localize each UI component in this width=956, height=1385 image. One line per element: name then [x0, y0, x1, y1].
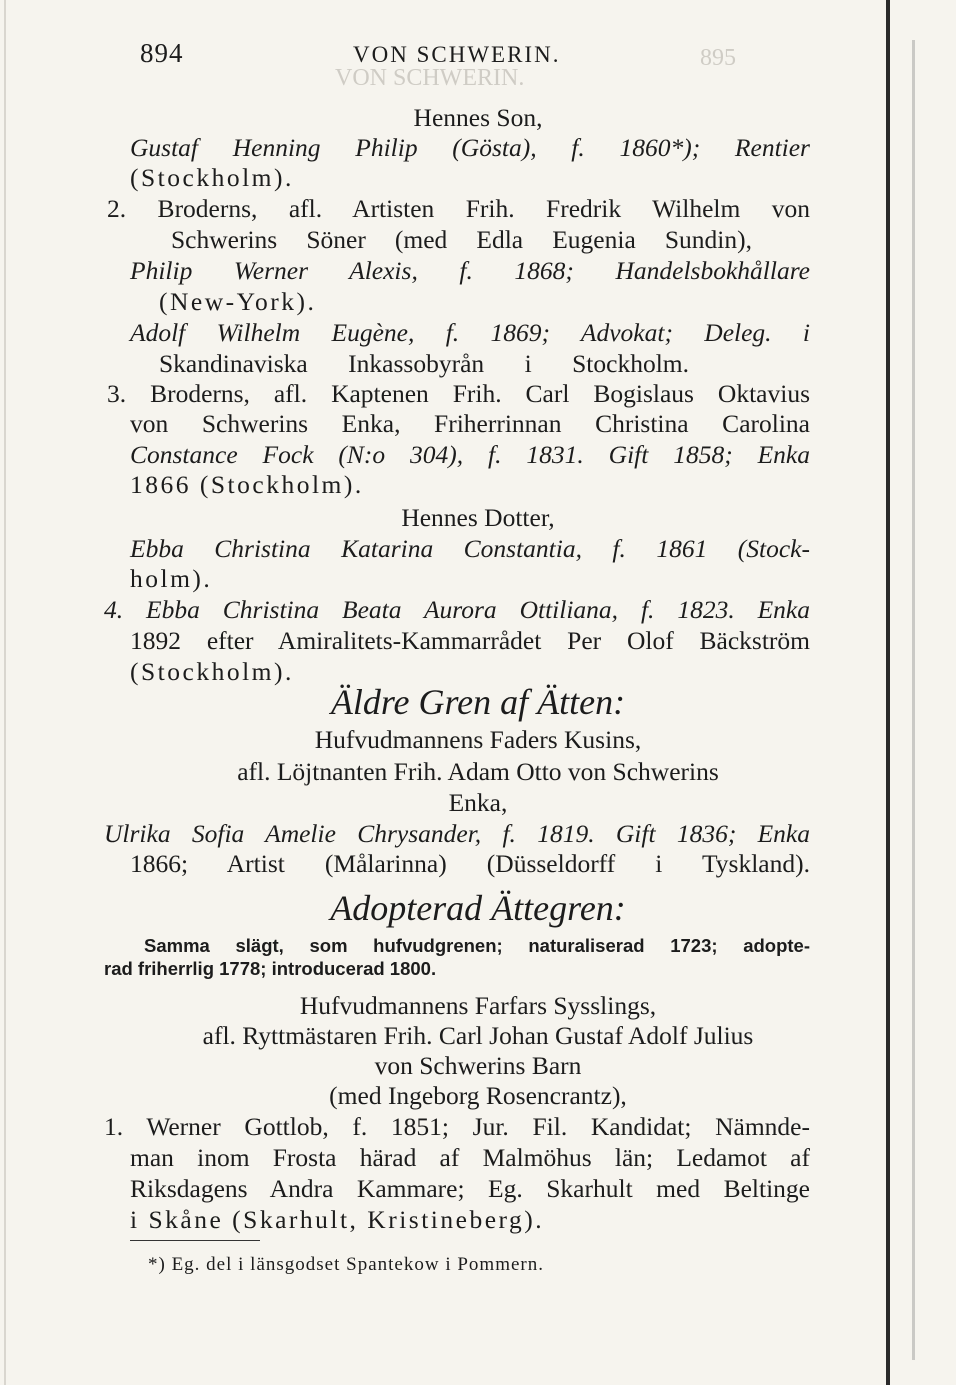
entry-line: Adolf Wilhelm Eugène, f. 1869; Advokat; Deleg. i	[130, 318, 810, 347]
entry-line: Gustaf Henning Philip (Gösta), f. 1860*); Rentier	[130, 133, 810, 162]
entry-line: von Schwerins Enka, Friherrinnan Christina Carolina	[130, 409, 810, 438]
entry-line: (Stockholm).	[130, 163, 294, 192]
entry-line: Schwerins Söner (med Edla Eugenia Sundin),	[171, 225, 752, 254]
subheading: Hufvudmannens Farfars Sysslings,	[299, 991, 657, 1020]
section-heading-adopterad: Adopterad Ättegren:	[330, 888, 626, 928]
entry-line: (New-York).	[159, 287, 317, 316]
entry-line: 1892 efter Amiralitets-Kammarrådet Per Olof Bäckström	[130, 626, 810, 655]
running-head: VON SCHWERIN.	[353, 42, 561, 67]
entry-line: 3. Broderns, afl. Kaptenen Frih. Carl Bogislaus Oktavius	[107, 379, 810, 408]
entry-line: 1866 (Stockholm).	[130, 470, 364, 499]
entry-line: 1. Werner Gottlob, f. 1851; Jur. Fil. Kandidat; Nämnde-	[104, 1112, 810, 1141]
entry-line: Philip Werner Alexis, f. 1868; Handelsbokhållare	[130, 256, 810, 285]
entry-line: Ulrika Sofia Amelie Chrysander, f. 1819. Gift 1836; Enka	[104, 819, 810, 848]
footnote: *) Eg. del i länsgodset Spantekow i Pommern.	[148, 1254, 544, 1275]
bleed-through-running-head: VON SCHWERIN.	[335, 65, 525, 91]
subheading: afl. Ryttmästaren Frih. Carl Johan Gustaf Adolf Julius	[202, 1021, 754, 1050]
entry-line: (Stockholm).	[130, 657, 294, 686]
footnote-rule	[130, 1240, 260, 1241]
entry-line: holm).	[130, 564, 213, 593]
bleed-through-page-number: 895	[700, 45, 736, 71]
entry-line: 4. Ebba Christina Beata Aurora Ottiliana, f. 1823. Enka	[104, 595, 810, 624]
section-heading-aldre-gren: Äldre Gren af Ätten:	[330, 682, 626, 722]
entry-line: Riksdagens Andra Kammare; Eg. Skarhult med Beltinge	[130, 1174, 810, 1203]
subheading: afl. Löjtnanten Frih. Adam Otto von Schwerins	[237, 757, 719, 786]
entry-line: Ebba Christina Katarina Constantia, f. 1861 (Stock-	[130, 534, 810, 563]
entry-line: i Skåne (Skarhult, Kristineberg).	[130, 1205, 545, 1234]
subheading: (med Ingeborg Rosencrantz),	[329, 1081, 627, 1110]
entry-line: man inom Frosta härad af Malmöhus län; Ledamot af	[130, 1143, 810, 1172]
section-note: rad friherrlig 1778; introducerad 1800.	[104, 958, 437, 979]
subheading: Enka,	[448, 788, 508, 817]
subheading: von Schwerins Barn	[374, 1051, 582, 1080]
entry-line: 1866; Artist (Målarinna) (Düsseldorff i Tyskland).	[130, 849, 810, 878]
entry-line: Constance Fock (N:o 304), f. 1831. Gift 1858; Enka	[130, 440, 810, 469]
subheading: Hufvudmannens Faders Kusins,	[314, 725, 642, 754]
section-note: Samma slägt, som hufvudgrenen; naturaliserad 1723; adopte-	[144, 935, 810, 956]
subheading-hennes-son: Hennes Son,	[413, 103, 543, 132]
page-number: 894	[140, 38, 184, 68]
entry-line: Skandinaviska Inkassobyrån i Stockholm.	[159, 349, 689, 378]
entry-line: 2. Broderns, afl. Artisten Frih. Fredrik Wilhelm von	[107, 194, 810, 223]
subheading-hennes-dotter: Hennes Dotter,	[401, 503, 555, 532]
